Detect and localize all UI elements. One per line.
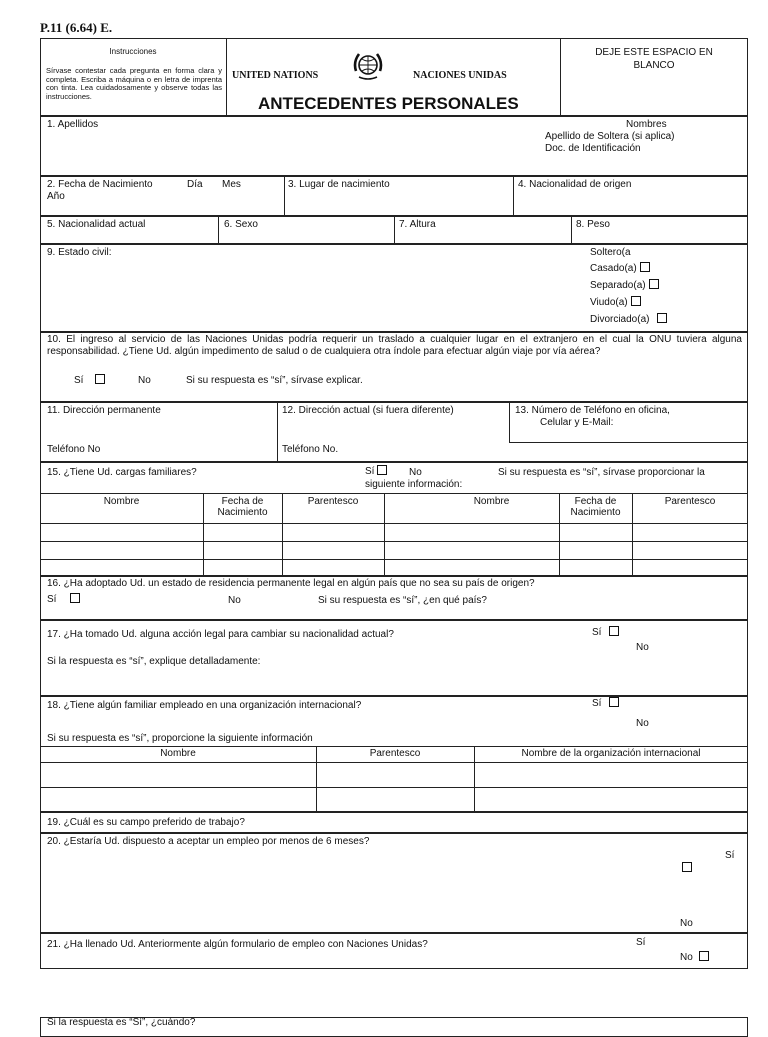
label-direccion-actual: 12. Dirección actual (si fuera diferente) [282, 405, 454, 416]
opt-casado[interactable]: Casado(a) [590, 262, 650, 275]
q20-no[interactable]: No [680, 918, 693, 929]
question-19: 19. ¿Cuál es su campo preferido de trabajo? [47, 817, 245, 828]
label-doc-identificacion: Doc. de Identificación [545, 143, 641, 154]
label-dia: Día [187, 179, 203, 190]
question-17: 17. ¿Ha tomado Ud. alguna acción legal para cambiar su nacionalidad actual? [47, 629, 394, 640]
checkbox-icon[interactable] [609, 697, 619, 707]
section-20 [40, 833, 748, 933]
label-fecha-nacimiento: 2. Fecha de Nacimiento [47, 179, 153, 190]
label-nacionalidad-origen: 4. Nacionalidad de origen [518, 179, 632, 190]
checkbox-icon[interactable] [95, 374, 105, 384]
label-anio: Año [47, 191, 65, 202]
question-21: 21. ¿Ha llenado Ud. Anteriormente algún formulario de empleo con Naciones Unidas? [47, 939, 428, 950]
q16-no[interactable]: No [228, 595, 241, 606]
col-fecha-2: Fecha de [574, 496, 617, 507]
q10-no[interactable]: No [138, 375, 151, 386]
instructions-text: Sírvase contestar cada pregunta en forma clara y completa. Escriba a máquina o en letra de imprenta con tinta. Lea cuidadosamente y observe todas las instrucciones. [46, 66, 222, 101]
label-altura: 7. Altura [399, 219, 436, 230]
label-cuando: Si la respuesta es “Sí”, ¿cuándo? [47, 1017, 196, 1028]
col-organizacion: Nombre de la organización internacional [521, 748, 701, 759]
q15-si[interactable]: Sí [365, 465, 387, 478]
checkbox-icon[interactable] [699, 951, 709, 961]
checkbox-icon[interactable] [609, 626, 619, 636]
q16-resp: Si su respuesta es “sí”, ¿en qué país? [318, 595, 487, 606]
question-16: 16. ¿Ha adoptado Ud. un estado de residencia permanente legal en algún país que no sea su país de origen? [47, 578, 535, 589]
q15-info: siguiente información: [365, 479, 463, 490]
opt-soltero[interactable]: Soltero(a [590, 247, 631, 258]
checkbox-icon[interactable] [377, 465, 387, 475]
q18-si[interactable]: Sí [592, 697, 619, 710]
checkbox-icon[interactable] [649, 279, 659, 289]
label-sexo: 6. Sexo [224, 219, 258, 230]
label-celular-email: Celular y E-Mail: [540, 417, 614, 428]
q15-resp: Si su respuesta es “sí”, sírvase proporcionar la [498, 467, 705, 478]
checkbox-icon[interactable] [682, 862, 692, 872]
col-nombre-2: Nombre [473, 496, 510, 507]
q20-si[interactable]: Sí [725, 850, 735, 861]
col-nacimiento: Nacimiento [217, 507, 268, 518]
label-apellido-soltera: Apellido de Soltera (si aplica) [545, 131, 675, 142]
checkbox-icon[interactable] [631, 296, 641, 306]
q18-resp: Si su respuesta es “sí”, proporcione la siguiente información [47, 733, 313, 744]
col-familiar-nombre: Nombre [160, 748, 196, 759]
q10-si[interactable]: Sí [74, 374, 105, 387]
label-nombres: Nombres [626, 119, 667, 130]
label-telefono-b: Teléfono No. [282, 444, 339, 455]
form-code: P.11 (6.64) E. [40, 20, 113, 35]
label-telefono-a: Teléfono No [47, 444, 101, 455]
label-peso: 8. Peso [576, 219, 610, 230]
label-estado-civil: 9. Estado civil: [47, 247, 112, 258]
question-18: 18. ¿Tiene algún familiar empleado en una organización internacional? [47, 700, 362, 711]
col-fecha: Fecha de [221, 496, 264, 507]
question-10: 10. El ingreso al servicio de las Naciones Unidas podría requerir un traslado a cualquier lugar en el extranjero en el cual la ONU tuviera alguna responsabilidad. ¿Tiene Ud. algún impedimento de salud o de cualquiera otra índole para efectuar algún viaje por vía aérea? [47, 334, 742, 357]
q10-explain: Si su respuesta es “sí”, sírvase explicar. [186, 375, 363, 386]
q15-no[interactable]: No [409, 467, 422, 478]
checkbox-icon[interactable] [70, 593, 80, 603]
opt-separado[interactable]: Separado(a) [590, 279, 659, 292]
col-nombre: Nombre [103, 496, 140, 507]
q21-si[interactable]: Sí [636, 937, 646, 948]
col-parentesco-2: Parentesco [664, 496, 716, 507]
org-name-es: NACIONES UNIDAS [413, 70, 507, 81]
instructions-title: Instrucciones [109, 47, 157, 56]
org-name-en: UNITED NATIONS [232, 70, 319, 81]
page-title: ANTECEDENTES PERSONALES [258, 94, 519, 113]
un-emblem-icon [351, 51, 385, 81]
opt-viudo[interactable]: Viudo(a) [590, 296, 641, 309]
q17-resp: Si la respuesta es “sí”, explique detalladamente: [47, 656, 261, 667]
question-20: 20. ¿Estaría Ud. dispuesto a aceptar un empleo por menos de 6 meses? [47, 836, 370, 847]
col-nacimiento-2: Nacimiento [570, 507, 621, 518]
question-15: 15. ¿Tiene Ud. cargas familiares? [47, 467, 197, 478]
label-apellidos: 1. Apellidos [47, 119, 99, 130]
checkbox-icon[interactable] [640, 262, 650, 272]
label-direccion-permanente: 11. Dirección permanente [47, 405, 161, 416]
label-mes: Mes [222, 179, 241, 190]
col-parentesco: Parentesco [307, 496, 359, 507]
label-nacionalidad-actual: 5. Nacionalidad actual [47, 219, 146, 230]
blank-space-line2: BLANCO [633, 60, 675, 71]
q21-no[interactable]: No [680, 951, 709, 964]
opt-divorciado[interactable]: Divorciado(a) [590, 313, 667, 326]
col-familiar-parentesco: Parentesco [369, 748, 421, 759]
q18-no[interactable]: No [636, 718, 649, 729]
checkbox-icon[interactable] [657, 313, 667, 323]
label-telefono-oficina: 13. Número de Teléfono en oficina, [515, 405, 670, 416]
q17-no[interactable]: No [636, 642, 649, 653]
blank-space-line1: DEJE ESTE ESPACIO EN [595, 47, 713, 58]
q16-si[interactable]: Sí [47, 593, 80, 606]
label-lugar-nacimiento: 3. Lugar de nacimiento [288, 179, 390, 190]
q17-si[interactable]: Sí [592, 626, 619, 639]
